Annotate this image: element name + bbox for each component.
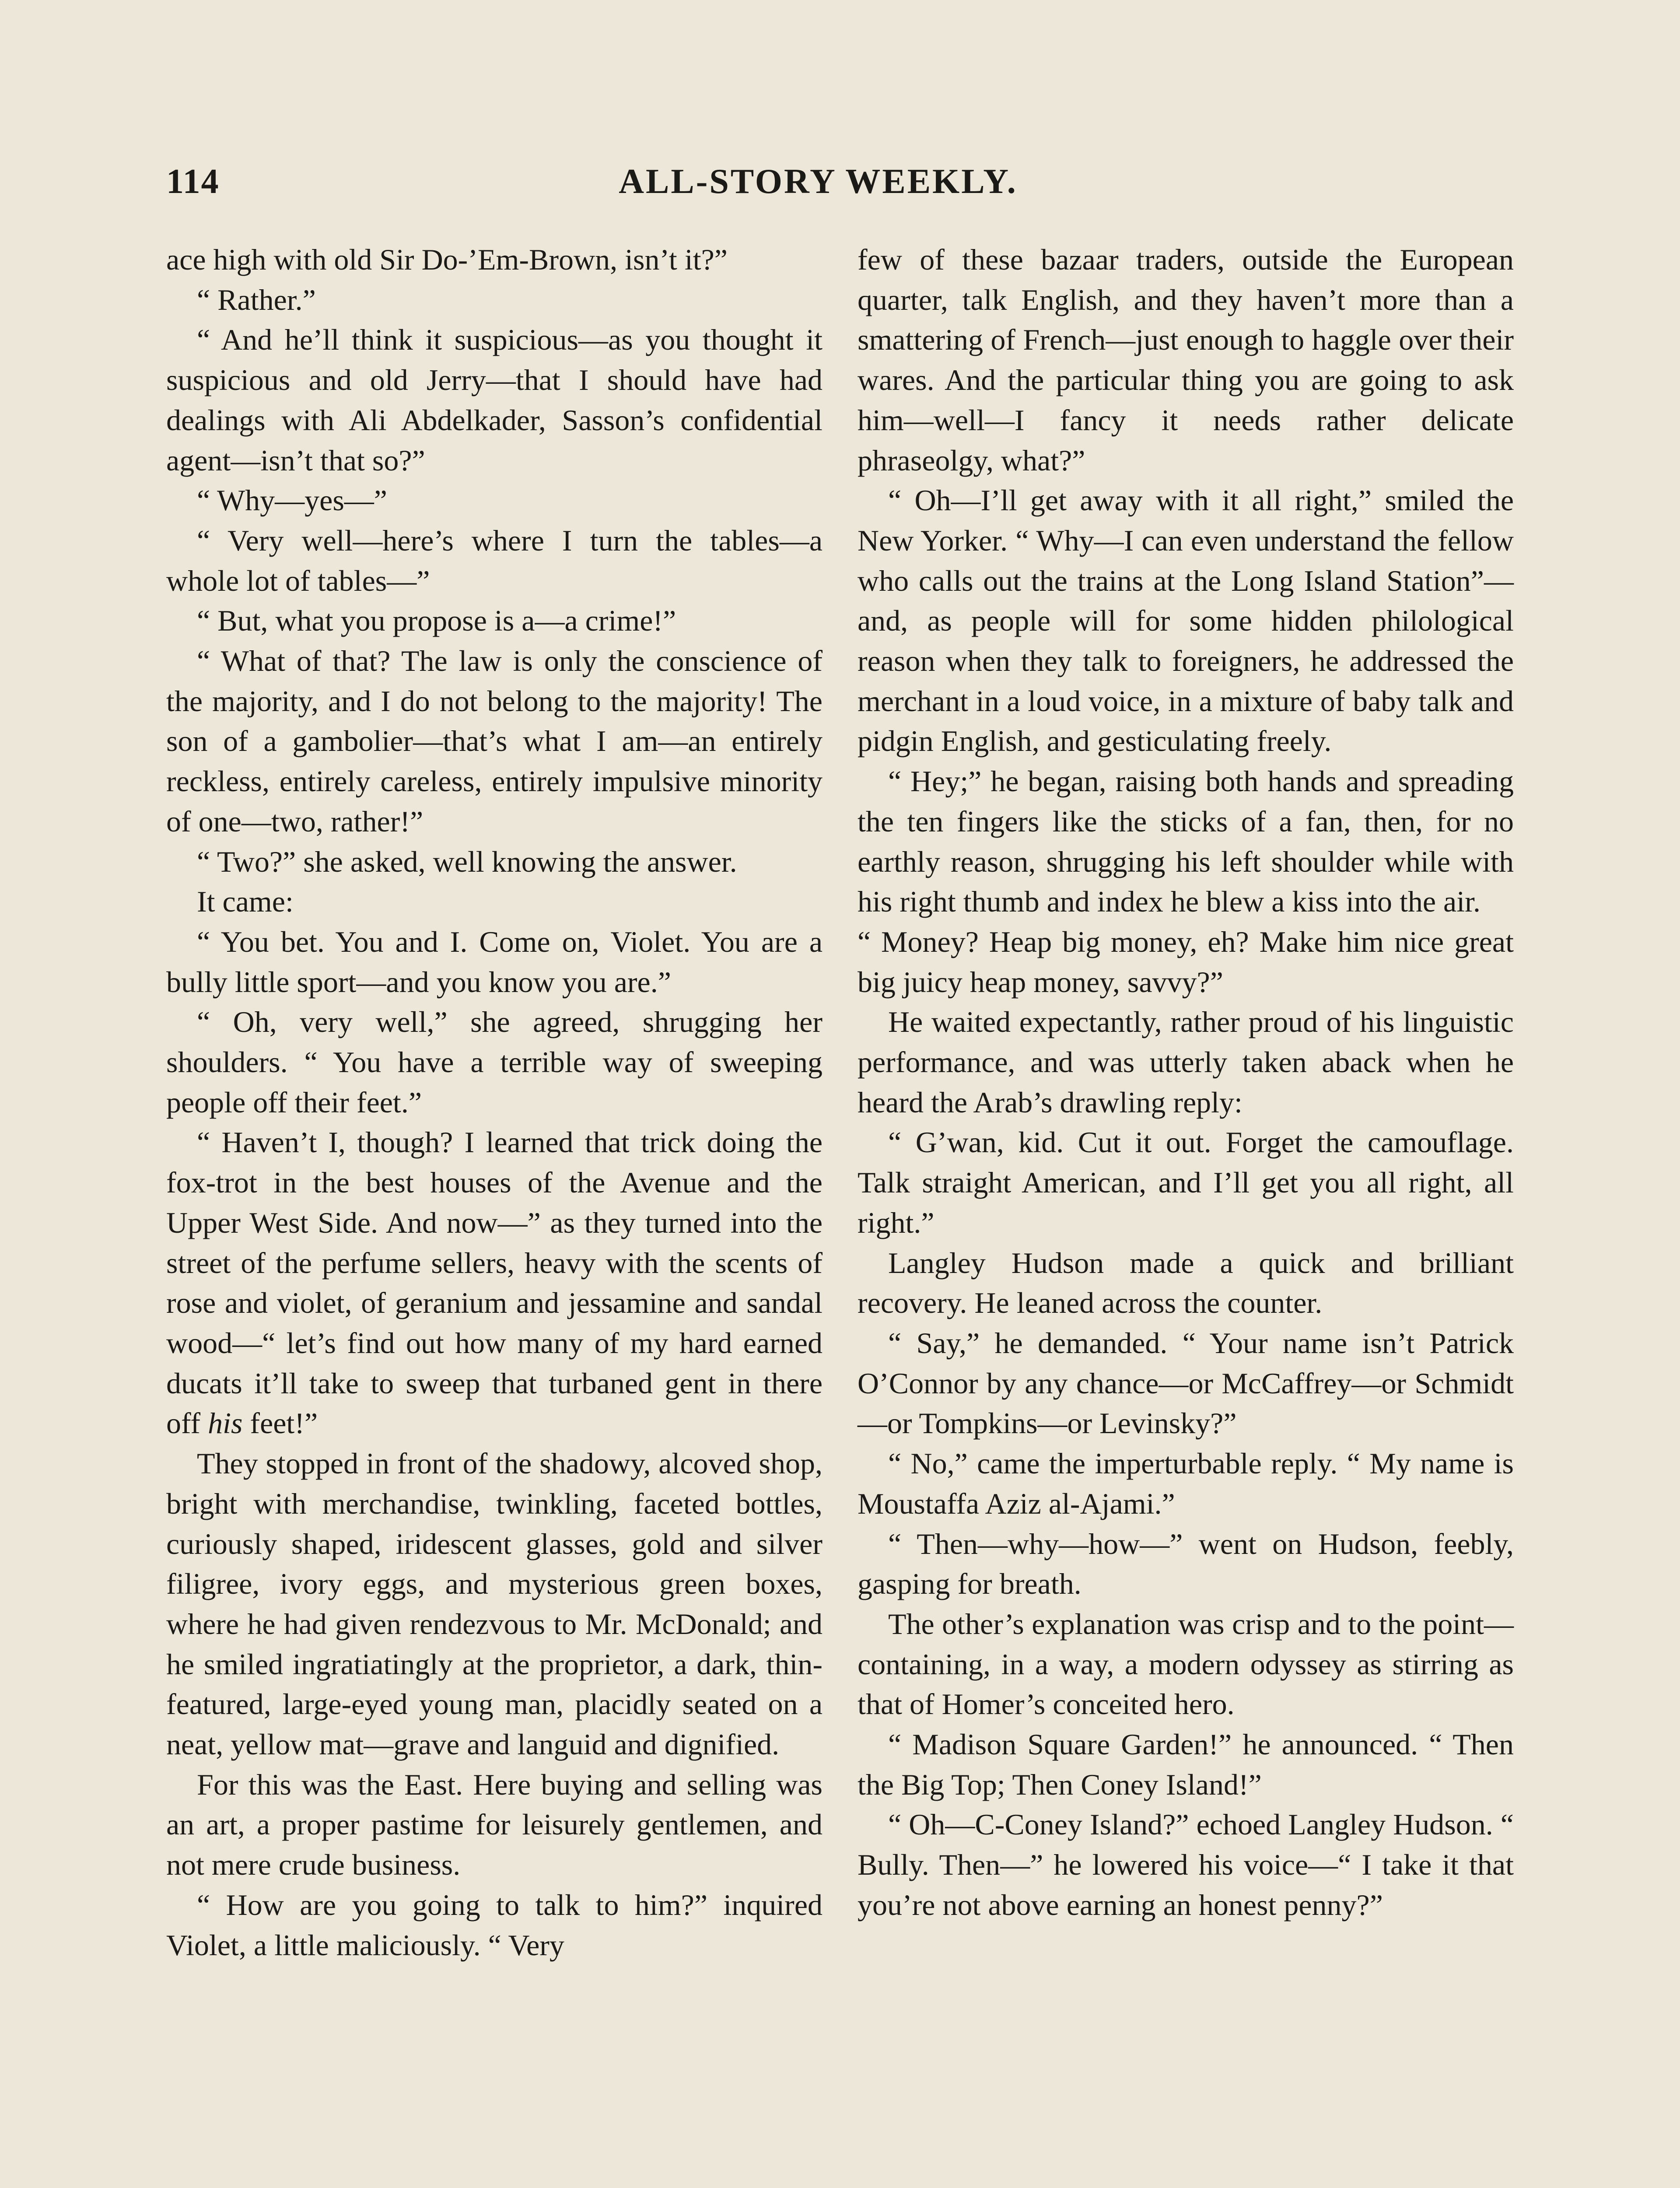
paragraph-text: They stopped in front of the shadowy, alcoved shop, bright with merchandise, twinkling, faceted bottles, curiously shaped, iridescent glasses, gold and silver filigree, ivory eggs, and mysterious green boxes, where he had given rendezvous to Mr. McDonald; and he smiled ingratiatingly at the proprietor, a dark, thin-featured, large-eyed young man, placidly seated on a neat, yellow mat—grave and languid and dignified. (166, 1447, 822, 1761)
paragraph-text: For this was the East. Here buying and selling was an art, a proper pastime for leisurely gentlemen, and not mere crude business. (166, 1767, 822, 1882)
paragraph-text: “ No,” came the imperturbable reply. “ My name is Moustaffa Aziz al-Ajami.” (858, 1447, 1514, 1520)
paragraph-text: “ Then—why—how—” went on Hudson, feebly, gasping for breath. (858, 1527, 1514, 1601)
paragraph-text: “ Very well—here’s where I turn the tables—a whole lot of tables—” (166, 523, 822, 597)
left-column (166, 240, 822, 1965)
paragraph-text: “ Why—yes—” (197, 484, 387, 517)
paragraph (858, 1805, 1514, 1925)
paragraph-text: “ Two?” she asked, well knowing the answer. (197, 845, 737, 878)
paragraph-text: ace high with old Sir Do-’Em-Brown, isn’t it?” (166, 243, 728, 276)
paragraph-text: The other’s explanation was crisp and to the point—containing, in a way, a modern odyssey as stirring as that of Homer’s conceited hero. (858, 1607, 1514, 1721)
paragraph-text: “ Oh—I’ll get away with it all right,” smiled the New Yorker. “ Why—I can even understand the fellow who calls out the trains at the Long Island Station”—and, as people will for some hidden philological reason when they talk to foreigners, he addressed the merchant in a loud voice, in a mixture of baby talk and pidgin English, and gesticulating freely. (858, 484, 1514, 758)
paragraph (166, 601, 822, 641)
paragraph (166, 922, 822, 1002)
page-number: 114 (166, 162, 220, 201)
paragraph (858, 240, 1514, 480)
paragraph (858, 1243, 1514, 1323)
paragraph (166, 320, 822, 480)
paragraph-text: few of these bazaar traders, outside the European quarter, talk English, and they haven’t more than a smattering of French—just enough to haggle over their wares. And the particular thing you are going to ask him—well—I fancy it needs rather delicate phraseolgy, what?” (858, 243, 1514, 477)
emphasis-text: his (208, 1406, 243, 1440)
paragraph (166, 280, 822, 320)
paragraph-text: “ Hey;” he began, raising both hands and spreading the ten fingers like the sticks of a fan, then, for no earthly reason, shrugging his left shoulder while with his right thumb and index he blew a kiss into the air. (858, 764, 1514, 919)
paragraph-text: He waited expectantly, rather proud of his linguistic performance, and was utterly taken aback when he heard the Arab’s drawling reply: (858, 1005, 1514, 1119)
paragraph (858, 1444, 1514, 1524)
paragraph (858, 1604, 1514, 1725)
paragraph (166, 882, 822, 922)
paragraph-text: “ Madison Square Garden!” he announced. “ Then the Big Top; Then Coney Island!” (858, 1728, 1514, 1801)
paragraph (166, 1002, 822, 1122)
paragraph (166, 1122, 822, 1444)
paragraph (858, 1002, 1514, 1122)
paragraph (858, 1524, 1514, 1604)
paragraph-text: “ Oh, very well,” she agreed, shrugging her shoulders. “ You have a terrible way of sweeping people off their feet.” (166, 1005, 822, 1119)
paragraph-text: “ G’wan, kid. Cut it out. Forget the camouflage. Talk straight American, and I’ll get you all right, all right.” (858, 1126, 1514, 1239)
paragraph-text: “ You bet. You and I. Come on, Violet. You are a bully little sport—and you know you are.” (166, 925, 822, 999)
paragraph-text: “ Say,” he demanded. “ Your name isn’t Patrick O’Connor by any chance—or McCaffrey—or Schmidt—or Tompkins—or Levinsky?” (858, 1326, 1514, 1440)
paragraph (166, 641, 822, 842)
paragraph (166, 240, 822, 280)
paragraph-text: It came: (197, 885, 294, 919)
paragraph (858, 480, 1514, 761)
paragraph (858, 1725, 1514, 1805)
paragraph (166, 1885, 822, 1965)
paragraph-text: “ How are you going to talk to him?” inquired Violet, a little maliciously. “ Very (166, 1888, 822, 1962)
paragraph (858, 761, 1514, 922)
magazine-title: ALL-STORY WEEKLY. (619, 162, 1018, 201)
paragraph (166, 842, 822, 882)
paragraph (858, 1323, 1514, 1444)
right-column (858, 240, 1514, 1925)
paragraph (858, 922, 1514, 1002)
paragraph (166, 521, 822, 601)
paragraph-text: “ And he’ll think it suspicious—as you thought it suspicious and old Jerry—that I should have had dealings with Ali Abdelkader, Sasson’s confidential agent—isn’t that so?” (166, 323, 822, 477)
paragraph-text: feet!” (242, 1406, 318, 1440)
paragraph (166, 1765, 822, 1885)
paragraph-text: “ Haven’t I, though? I learned that trick doing the fox-trot in the best houses of the Avenue and the Upper West Side. And now—” as they turned into the street of the perfume sellers, heavy with the scents of rose and violet, of geranium and jessamine and sandal wood—“ let’s find out how many of my hard earned ducats it’ll take to sweep that turbaned gent in there off (166, 1126, 822, 1440)
paragraph (166, 480, 822, 521)
paragraph (166, 1444, 822, 1765)
paragraph-text: “ What of that? The law is only the conscience of the majority, and I do not belong to the majority! The son of a gambolier—that’s what I am—an entirely reckless, entirely careless, entirely impulsive minority of one—two, rather!” (166, 644, 822, 838)
paragraph-text: “ Rather.” (197, 283, 316, 316)
paragraph-text: “ Oh—C-Coney Island?” echoed Langley Hudson. “ Bully. Then—” he lowered his voice—“ I take it that you’re not above earning an honest penny?” (858, 1808, 1514, 1922)
paragraph-text: “ Money? Heap big money, eh? Make him nice great big juicy heap money, savvy?” (858, 925, 1514, 999)
paragraph-text: “ But, what you propose is a—a crime!” (197, 604, 676, 638)
paragraph-text: Langley Hudson made a quick and brilliant recovery. He leaned across the counter. (858, 1246, 1514, 1320)
page-header (166, 162, 1470, 210)
paragraph (858, 1122, 1514, 1243)
